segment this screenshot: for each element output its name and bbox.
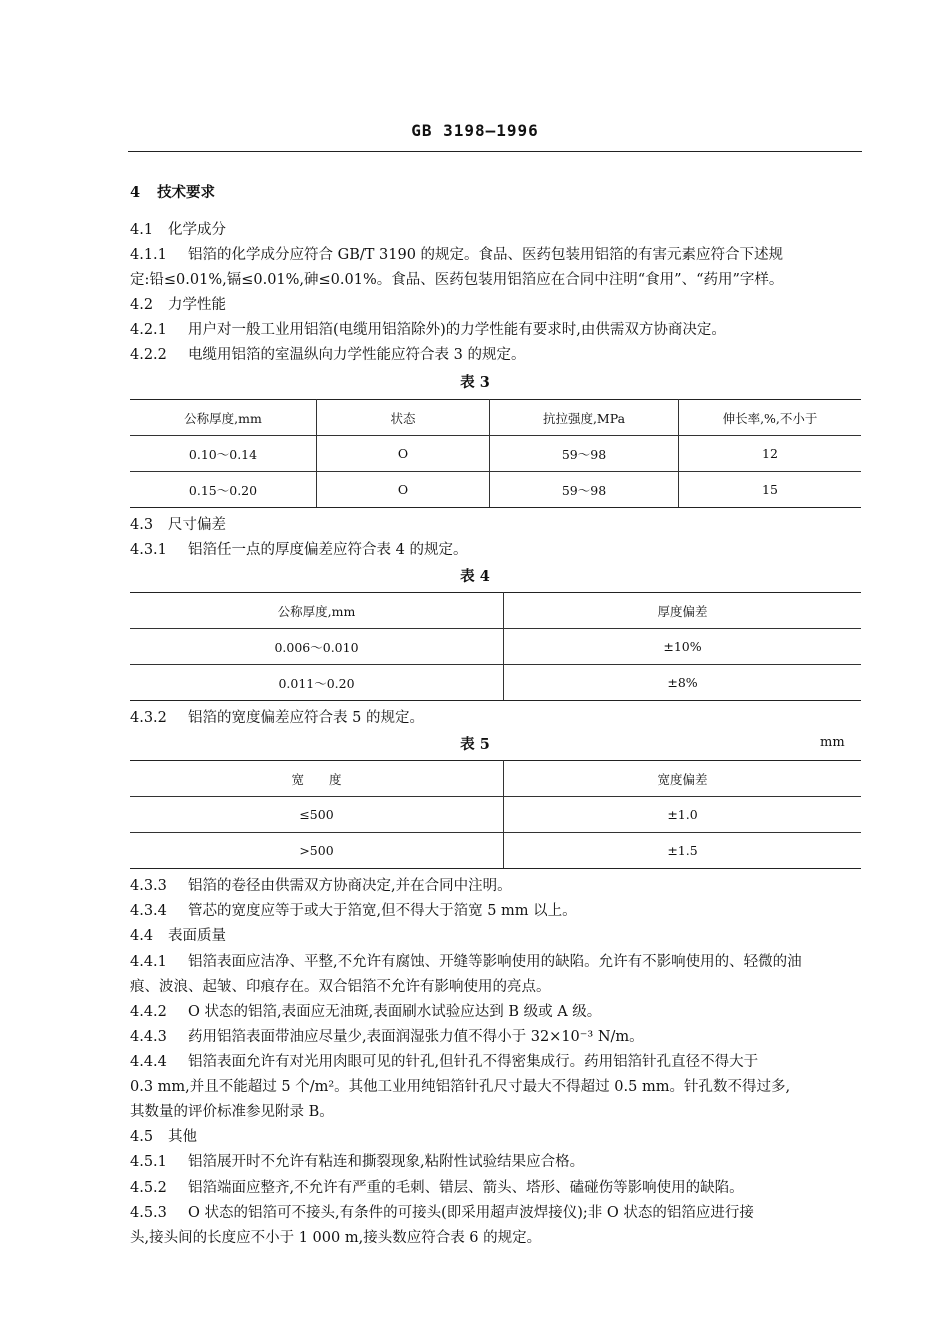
- table-cell: 0.10～0.14: [130, 436, 317, 472]
- clause-text: 铝箔端面应整齐,不允许有严重的毛刺、错层、箭头、塔形、磕碰伤等影响使用的缺陷。: [188, 1180, 744, 1196]
- table-cell: ±1.0: [504, 797, 862, 833]
- clause-4-2-2: [130, 345, 864, 365]
- clause-number: 4.2.2: [130, 347, 167, 363]
- clause-4-3-1: [130, 540, 864, 560]
- table-header-cell: 状态: [317, 400, 490, 436]
- clause-4-4: [130, 926, 864, 946]
- clause-4-3: [130, 515, 864, 535]
- table-row: [130, 665, 861, 701]
- table-cell: 59～98: [490, 436, 679, 472]
- clause-number: 4.4.4: [130, 1054, 167, 1070]
- section-4-heading: [130, 183, 864, 203]
- clause-text: 铝箔表面应洁净、平整,不允许有腐蚀、开缝等影响使用的缺陷。允许有不影响使用的、轻微的油: [188, 954, 802, 970]
- table-5-caption: 表 5: [460, 736, 490, 753]
- table-cell: ±10%: [504, 629, 862, 665]
- clause-4-5-3: [130, 1203, 864, 1223]
- table-cell: 0.15～0.20: [130, 472, 317, 508]
- clause-title: 化学成分: [168, 222, 226, 238]
- table-cell: O: [317, 472, 490, 508]
- clause-4-5-3-cont: [130, 1228, 864, 1248]
- document-standard-id: GB 3198—1996: [411, 121, 539, 140]
- clause-number: 4.4.3: [130, 1029, 167, 1045]
- clause-4-1-1: [130, 245, 864, 265]
- clause-text: 其数量的评价标准参见附录 B。: [130, 1104, 334, 1120]
- clause-4-3-2: [130, 708, 864, 728]
- table-cell: >500: [130, 833, 504, 869]
- table-row: [130, 472, 861, 508]
- clause-text: 痕、波浪、起皱、印痕存在。双合铝箔不允许有影响使用的亮点。: [130, 979, 551, 995]
- table-3: [130, 399, 861, 508]
- clause-text: 头,接头间的长度应不小于 1 000 m,接头数应符合表 6 的规定。: [130, 1230, 542, 1246]
- table-header-cell: 宽 度: [130, 761, 504, 797]
- clause-4-4-4: [130, 1052, 864, 1072]
- clause-title: 尺寸偏差: [168, 517, 226, 533]
- clause-4-4-3: [130, 1027, 864, 1047]
- clause-text: 铝箔的化学成分应符合 GB/T 3190 的规定。食品、医药包装用铝箔的有害元素应符合下述规: [188, 247, 784, 263]
- clause-number: 4.4.1: [130, 954, 167, 970]
- clause-4-4-4-cont2: [130, 1102, 864, 1122]
- table-5: [130, 760, 861, 869]
- clause-4-3-4: [130, 901, 864, 921]
- clause-number: 4.3: [130, 517, 154, 533]
- clause-number: 4.5.2: [130, 1180, 167, 1196]
- table-row: [130, 833, 861, 869]
- clause-4-4-1-cont: [130, 977, 864, 997]
- clause-text: 铝箔的卷径由供需双方协商决定,并在合同中注明。: [188, 878, 512, 894]
- clause-number: 4.4.2: [130, 1004, 167, 1020]
- table-header-cell: 抗拉强度,MPa: [490, 400, 679, 436]
- table-row: [130, 436, 861, 472]
- clause-number: 4.1: [130, 222, 154, 238]
- clause-text: O 状态的铝箔可不接头,有条件的可接头(即采用超声波焊接仪);非 O 状态的铝箔应进行接: [188, 1205, 754, 1221]
- clause-number: 4.5.1: [130, 1154, 167, 1170]
- clause-text: 定:铅≤0.01%,镉≤0.01%,砷≤0.01%。食品、医药包装用铝箔应在合同中注明“食用”、“药用”字样。: [130, 272, 784, 288]
- clause-number: 4.5: [130, 1129, 154, 1145]
- table-header-row: [130, 400, 861, 436]
- table-cell: 0.011～0.20: [130, 665, 504, 701]
- clause-text: 电缆用铝箔的室温纵向力学性能应符合表 3 的规定。: [188, 347, 526, 363]
- table-cell: 0.006～0.010: [130, 629, 504, 665]
- clause-title: 表面质量: [168, 928, 226, 944]
- table-row: [130, 629, 861, 665]
- clause-4-5-1: [130, 1152, 864, 1172]
- clause-text: 铝箔的宽度偏差应符合表 5 的规定。: [188, 710, 424, 726]
- table-header-cell: 厚度偏差: [504, 593, 862, 629]
- clause-text: 用户对一般工业用铝箔(电缆用铝箔除外)的力学性能有要求时,由供需双方协商决定。: [188, 322, 726, 338]
- table-cell: ±1.5: [504, 833, 862, 869]
- table-4-caption: 表 4: [460, 568, 490, 585]
- table-5-unit: mm: [820, 735, 845, 750]
- clause-text: 铝箔展开时不允许有粘连和撕裂现象,粘附性试验结果应合格。: [188, 1154, 585, 1170]
- clause-title: 力学性能: [168, 297, 226, 313]
- clause-text: 铝箔任一点的厚度偏差应符合表 4 的规定。: [188, 542, 468, 558]
- clause-number: 4.5.3: [130, 1205, 167, 1221]
- clause-4-2-1: [130, 320, 864, 340]
- clause-4-3-3: [130, 876, 864, 896]
- clause-4-4-1: [130, 952, 864, 972]
- clause-text: 药用铝箔表面带油应尽量少,表面润湿张力值不得小于 32×10⁻³ N/m。: [188, 1029, 644, 1045]
- clause-text: 管芯的宽度应等于或大于箔宽,但不得大于箔宽 5 mm 以上。: [188, 903, 577, 919]
- clause-4-1: [130, 220, 864, 240]
- table-header-cell: 公称厚度,mm: [130, 593, 504, 629]
- table-header-row: [130, 761, 861, 797]
- table-header-cell: 公称厚度,mm: [130, 400, 317, 436]
- table-cell: 15: [679, 472, 862, 508]
- clause-number: 4.3.2: [130, 710, 167, 726]
- clause-text: 0.3 mm,并且不能超过 5 个/m²。其他工业用纯铝箔针孔尺寸最大不得超过 0.5 mm。针孔数不得过多,: [130, 1079, 791, 1095]
- header-divider: [128, 151, 862, 152]
- clause-number: 4.3.3: [130, 878, 167, 894]
- clause-number: 4.3.1: [130, 542, 167, 558]
- table-cell: 12: [679, 436, 862, 472]
- table-cell: ≤500: [130, 797, 504, 833]
- table-cell: ±8%: [504, 665, 862, 701]
- clause-title: 其他: [168, 1129, 197, 1145]
- table-header-row: [130, 593, 861, 629]
- clause-4-1-1-cont: [130, 270, 864, 290]
- clause-number: 4.3.4: [130, 903, 167, 919]
- clause-4-5-2: [130, 1178, 864, 1198]
- table-3-caption: 表 3: [460, 374, 490, 391]
- table-4: [130, 592, 861, 701]
- clause-4-4-4-cont: [130, 1077, 864, 1097]
- clause-4-4-2: [130, 1002, 864, 1022]
- table-cell: O: [317, 436, 490, 472]
- clause-4-5: [130, 1127, 864, 1147]
- table-header-cell: 宽度偏差: [504, 761, 862, 797]
- clause-text: O 状态的铝箔,表面应无油斑,表面刷水试验应达到 B 级或 A 级。: [188, 1004, 602, 1020]
- clause-text: 铝箔表面允许有对光用肉眼可见的针孔,但针孔不得密集成行。药用铝箔针孔直径不得大于: [188, 1054, 759, 1070]
- clause-number: 4.2: [130, 297, 154, 313]
- section-number: 4: [130, 184, 141, 201]
- clause-number: 4.4: [130, 928, 154, 944]
- table-cell: 59～98: [490, 472, 679, 508]
- section-title: 技术要求: [157, 184, 216, 201]
- clause-number: 4.1.1: [130, 247, 167, 263]
- table-header-cell: 伸长率,%,不小于: [679, 400, 862, 436]
- clause-number: 4.2.1: [130, 322, 167, 338]
- clause-4-2: [130, 295, 864, 315]
- table-row: [130, 797, 861, 833]
